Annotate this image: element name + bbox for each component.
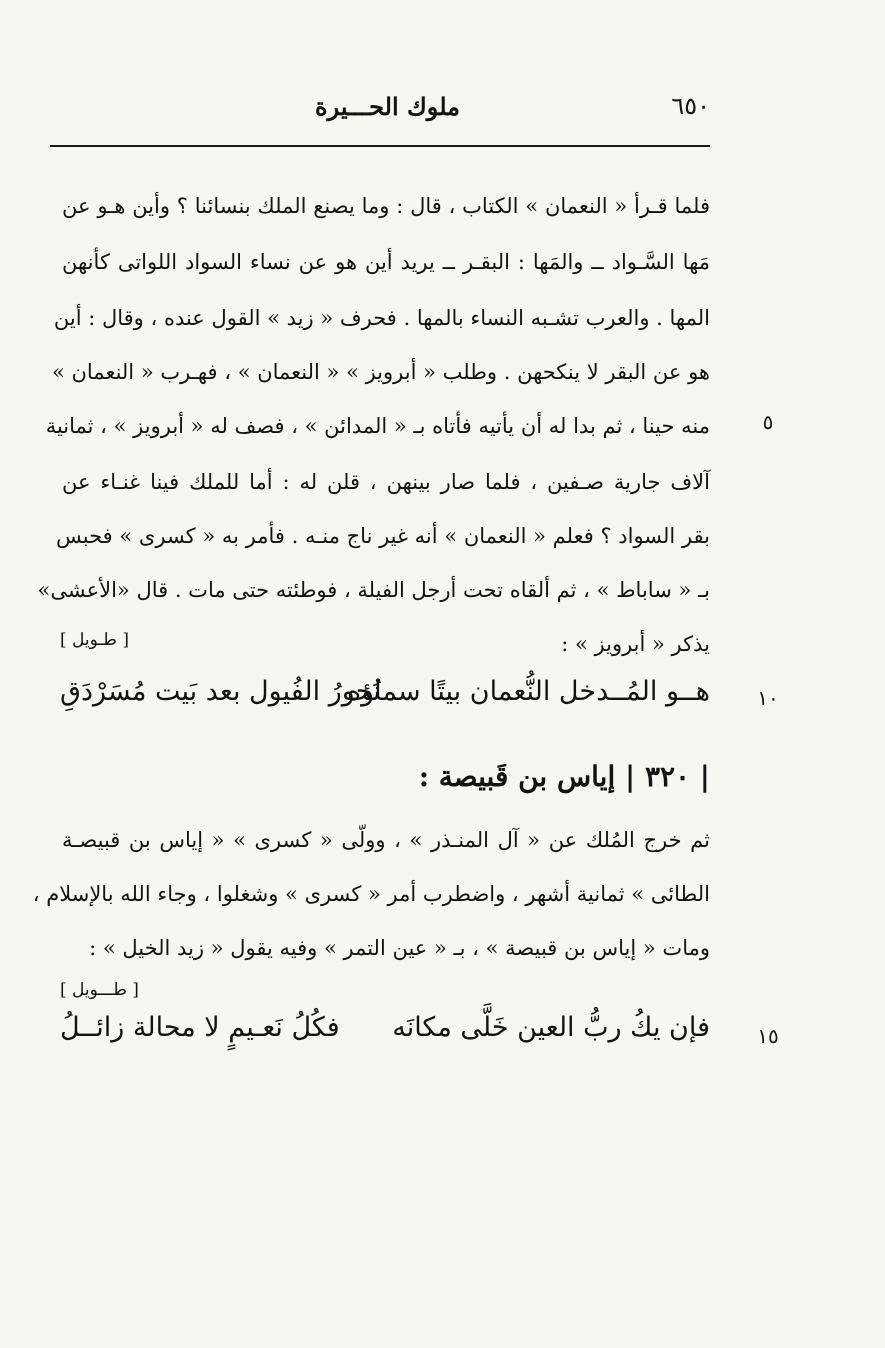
verse-hemistich-first: فإن يكُ ربُّ العين خَلَّى مكانَه	[392, 1012, 710, 1043]
body-line: المها . والعرب تشـبه النساء بالمها . فحرف « زيد » القول عنده ، وقال : أين	[53, 306, 710, 330]
body-line: الطائى » ثمانية أشهر ، واضطرب أمر « كسرى » وشغلوا ، وجاء الله بالإسلام ،	[32, 882, 710, 906]
body-line: آلاف جارية صـفين ، فلما صار بينهن ، قلن له : أما للملك فينا غنـاء عن	[62, 470, 710, 494]
body-line: يذكر « أبرويز » :	[561, 632, 710, 656]
verse-line	[60, 1012, 710, 1060]
body-line: ثم خرج المُلك عن « آل المنـذر » ، وولّى « كسرى » « إياس بن قبيصـة	[62, 828, 710, 852]
body-line: بـ « ساباط » ، ثم ألقاه تحت أرجل الفيلة ، فوطئته حتى مات . قال «الأعشى»	[37, 578, 710, 602]
verse-line	[60, 676, 710, 724]
body-line: هو عن البقر لا ينكحهن . وطلب « أبرويز » « النعمان » ، فهـرب « النعمان »	[51, 360, 710, 384]
line-number: ٥	[762, 410, 774, 434]
body-line: بقر السواد ؟ فعلم « النعمان » أنه غير ناج منـه . فأمر به « كسرى » فحبس	[56, 524, 710, 548]
verse-hemistich-second: فكُلُ نَعـيمٍ لا محالة زائــلُ	[60, 1012, 340, 1043]
running-head	[50, 92, 710, 132]
body-line: منه حينا ، ثم بدا له أن يأتيه فأتاه بـ « المدائن » ، فصف له « أبرويز » ، ثمانية	[45, 414, 710, 438]
running-title: ملوك الحـــيرة	[315, 92, 460, 121]
meter-label: [ طـــويل ]	[60, 980, 139, 1000]
header-rule	[50, 145, 710, 147]
meter-label: [ طـويل ]	[60, 630, 129, 650]
line-number: ١٠	[757, 686, 779, 710]
verse-hemistich-first: هــو المُــدخل النُّعمان بيتًا سماؤه	[346, 676, 710, 707]
body-line: مَها السَّـواد ــ والمَها : البقـر ــ يريد أين هو عن نساء السواد اللواتى كأنهن	[62, 250, 710, 274]
body-line: ومات « إياس بن قبيصة » ، بـ « عين التمر » وفيه يقول « زيد الخيل » :	[89, 936, 710, 960]
section-heading: | ٣٢٠ | إياس بن قَبيصة :	[418, 760, 710, 793]
verse-hemistich-second: نُحورُ الفُيول بعد بَيت مُسَرْدَقِ	[60, 676, 381, 707]
page-number: ٦٥٠	[671, 92, 710, 120]
line-number: ١٥	[757, 1024, 779, 1048]
body-line: فلما قـرأ « النعمان » الكتاب ، قال : وما يصنع الملك بنسائنا ؟ وأين هـو عن	[62, 194, 710, 218]
